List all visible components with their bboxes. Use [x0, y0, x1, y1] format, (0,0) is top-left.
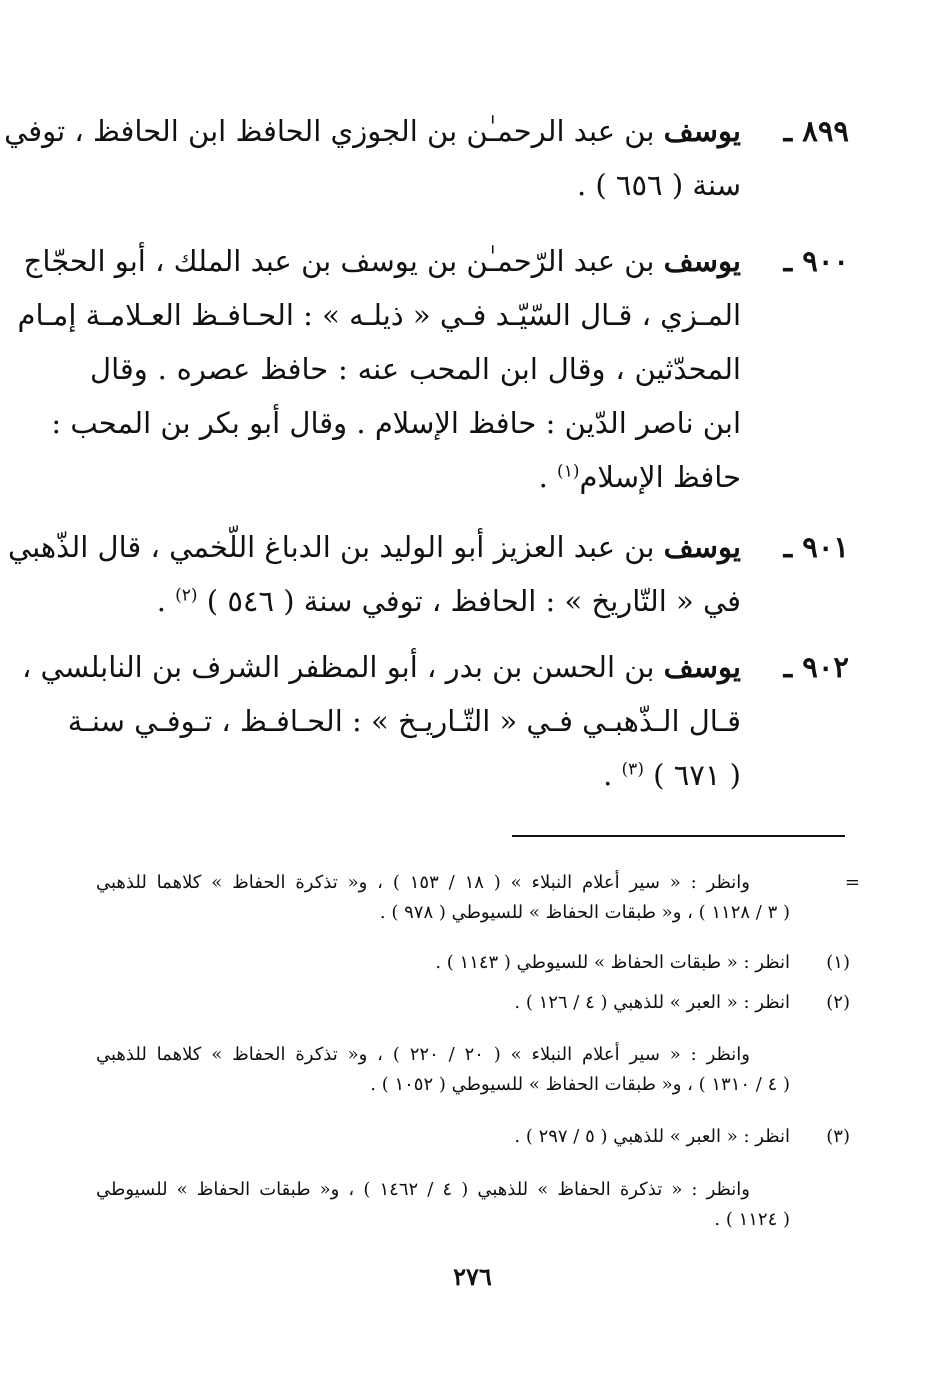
entry-name: يوسف [663, 650, 741, 684]
entry-line: المـزي ، قـال السّيّـد فـي « ذيلـه » : الحـافـظ العـلامـة إمـام [17, 298, 741, 332]
footnote-line: ( ٤ / ١٣١٠ ) ، و« طبقات الحفاظ » للسيوطي ( ١٠٥٢ ) . [370, 1074, 790, 1095]
footnote-ref: (٣) [621, 759, 644, 780]
entry-line: يوسف بن عبد العزيز أبو الوليد بن الدباغ اللّخمي ، قال الذّهبي [7, 530, 741, 564]
entry-name: يوسف [663, 244, 741, 278]
footnote-line: ( ٣ / ١١٢٨ ) ، و« طبقات الحفاظ » للسيوطي ( ٩٧٨ ) . [379, 902, 790, 923]
entry-900 [17, 234, 849, 504]
page-number: ٢٧٦ [453, 1262, 492, 1291]
entry-name: يوسف [663, 530, 741, 564]
entry-902 [21, 640, 849, 802]
footnote-line: وانظر : « تذكرة الحفاظ » للذهبي ( ٤ / ١٤٦٢ ) ، و« طبقات الحفاظ » للسيوطي [96, 1179, 751, 1200]
footnote-mark: (٣) [826, 1126, 850, 1147]
footnote-line: انظر : « العبر » للذهبي ( ٥ / ٢٩٧ ) . [514, 1126, 790, 1147]
entry-line: حافظ الإسلام$^{(١)}$ . [538, 460, 741, 494]
entry-number: ٨٩٩ ـ [783, 114, 849, 148]
footnote-line: وانظر : « سير أعلام النبلاء » ( ٢٠ / ٢٢٠ ) ، و« تذكرة الحفاظ » كلاهما للذهبي [96, 1044, 750, 1065]
footnote-ref: (١) [557, 461, 580, 482]
footnote-2 [96, 988, 850, 1018]
continuation-mark: = [844, 872, 860, 893]
entry-line: ( ٦٧١ ) $^{(٣)}$ . [603, 758, 741, 792]
entry-line: سنة ( ٦٥٦ ) . [576, 168, 741, 202]
entry-line: يوسف بن عبد الرّحمـٰن بن يوسف بن عبد الملك ، أبو الحجّاج [23, 244, 741, 278]
entry-901 [7, 520, 849, 628]
footnote-mark: (١) [826, 952, 850, 973]
footnote-line: انظر : « العبر » للذهبي ( ٤ / ١٢٦ ) . [514, 992, 790, 1013]
entry-line: المحدّثين ، وقال ابن المحب عنه : حافظ عصره . وقال [90, 352, 741, 386]
entry-line: ابن ناصر الدّين : حافظ الإسلام . وقال أبو بكر بن المحب : [51, 406, 741, 440]
footnote-1 [96, 948, 850, 978]
footnote-mark: (٢) [826, 992, 850, 1013]
footnote-2-more [96, 1040, 850, 1100]
entry-line: في « التّاريخ » : الحافظ ، توفي سنة ( ٥٤٦ ) $^{(٢)}$ . [156, 584, 741, 618]
entry-name: يوسف [663, 114, 741, 148]
entry-number: ٩٠١ ـ [783, 530, 849, 564]
footnote-3 [96, 1122, 850, 1152]
entry-line: يوسف بن عبد الرحمـٰن بن الجوزي الحافظ ابن الحافظ ، توفي [4, 114, 741, 148]
footnote-ref: (٢) [175, 585, 198, 606]
footnote-divider [512, 835, 845, 837]
entry-line: يوسف بن الحسن بن بدر ، أبو المظفر الشرف بن النابلسي ، [21, 650, 741, 684]
footnote-line: ( ١١٢٤ ) . [714, 1209, 790, 1230]
footnote-line: وانظر : « سير أعلام النبلاء » ( ١٨ / ١٥٣ ) ، و« تذكرة الحفاظ » كلاهما للذهبي [96, 872, 750, 893]
entry-899 [4, 104, 849, 212]
footnote-line: انظر : « طبقات الحفاظ » للسيوطي ( ١١٤٣ ) . [435, 952, 790, 973]
entry-number: ٩٠٠ ـ [783, 244, 849, 278]
entry-line: قـال الـذّهبـي فـي « التّـاريـخ » : الحـافـظ ، تـوفـي سنـة [67, 704, 741, 738]
entry-number: ٩٠٢ ـ [783, 650, 849, 684]
footnote-continuation [96, 868, 860, 928]
footnote-3-more [96, 1175, 850, 1235]
